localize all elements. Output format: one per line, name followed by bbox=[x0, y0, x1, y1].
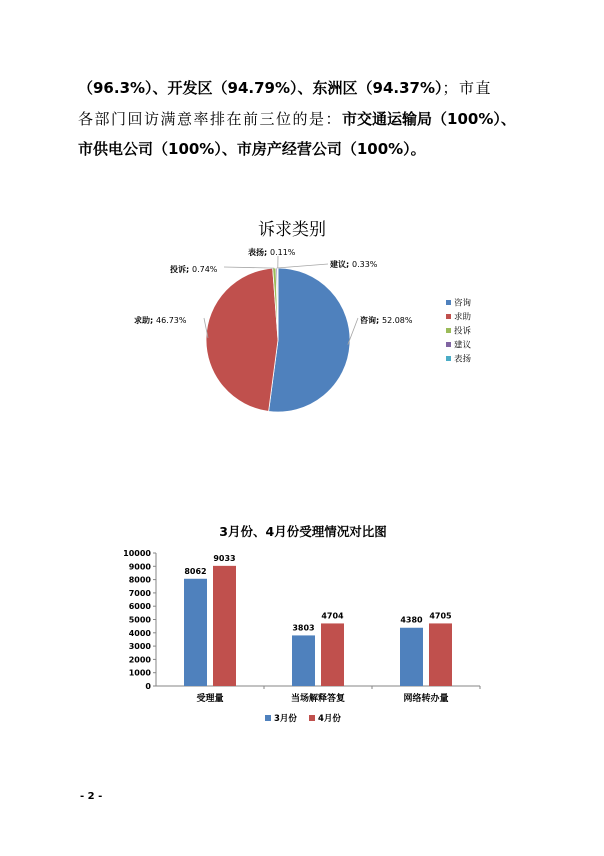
bar-2-1 bbox=[213, 566, 236, 686]
pie-legend-label: 表扬 bbox=[454, 354, 472, 365]
pie-leader-line-4 bbox=[277, 264, 328, 268]
bar-data-label: 4705 bbox=[429, 611, 452, 621]
bar-data-label: 9033 bbox=[213, 553, 236, 563]
pie-legend-swatch bbox=[446, 342, 451, 347]
bar-1-1 bbox=[184, 579, 207, 686]
text-run: （96.3%）、开发区（94.79%）、东洲区（94.37%） bbox=[78, 79, 443, 97]
bar-2-2 bbox=[321, 623, 344, 686]
bar-chart bbox=[118, 515, 488, 735]
pie-data-label-4: 建议; 0.33% bbox=[330, 260, 378, 269]
pie-legend-label: 咨询 bbox=[454, 298, 472, 309]
y-tick-label: 2000 bbox=[128, 655, 151, 665]
y-tick-label: 10000 bbox=[123, 549, 151, 558]
pie-legend-label: 求助 bbox=[454, 312, 472, 323]
y-tick-label: 6000 bbox=[128, 602, 151, 612]
y-tick-label: 9000 bbox=[128, 562, 151, 572]
pie-legend-label: 建议 bbox=[454, 340, 472, 351]
bar-2-3 bbox=[429, 623, 452, 686]
y-tick-label: 3000 bbox=[128, 642, 151, 652]
bar-legend-swatch bbox=[309, 715, 315, 721]
page-number: - 2 - bbox=[80, 791, 103, 802]
bar-legend-label: 3月份 bbox=[274, 714, 297, 724]
pie-data-label-5: 表扬; 0.11% bbox=[248, 248, 296, 257]
bar-data-label: 3803 bbox=[292, 623, 315, 633]
pie-legend-label: 投诉 bbox=[454, 326, 472, 337]
pie-slice-5 bbox=[278, 268, 279, 340]
pie-legend-swatch bbox=[446, 300, 451, 305]
bar-1-3 bbox=[400, 628, 423, 686]
pie-leader-line-3 bbox=[224, 267, 274, 268]
y-tick-label: 4000 bbox=[128, 628, 151, 638]
bar-1-2 bbox=[292, 635, 315, 686]
pie-chart-title: 诉求类别 bbox=[258, 220, 326, 240]
text-run: 市交通运输局（100%）、 bbox=[342, 110, 516, 128]
pie-data-label-3: 投诉; 0.74% bbox=[170, 265, 218, 274]
y-tick-label: 7000 bbox=[128, 588, 151, 598]
pie-legend-swatch bbox=[446, 356, 451, 361]
text-run: ；市直 bbox=[442, 79, 493, 97]
bar-legend-label: 4月份 bbox=[318, 714, 341, 724]
pie-legend-swatch bbox=[446, 314, 451, 319]
pie-chart bbox=[120, 210, 510, 425]
text-run: 各部门回访满意率排在前三位的是： bbox=[78, 110, 343, 128]
bar-data-label: 8062 bbox=[184, 566, 207, 576]
x-category-label: 网络转办量 bbox=[403, 694, 449, 704]
paragraph-line-1 bbox=[78, 73, 492, 104]
pie-slice-1 bbox=[269, 268, 350, 412]
y-tick-label: 8000 bbox=[128, 575, 151, 585]
y-tick-label: 5000 bbox=[128, 615, 151, 625]
text-run: 市供电公司（100%）、市房产经营公司（100%）。 bbox=[78, 140, 426, 158]
x-category-label: 受理量 bbox=[196, 694, 224, 704]
y-tick-label: 1000 bbox=[128, 668, 151, 678]
bar-data-label: 4380 bbox=[400, 615, 423, 625]
bar-chart-title: 3月份、4月份受理情况对比图 bbox=[219, 524, 387, 539]
bar-legend-swatch bbox=[265, 715, 271, 721]
x-category-label: 当场解释答复 bbox=[290, 694, 346, 704]
bar-data-label: 4704 bbox=[321, 611, 344, 621]
paragraph-line-2 bbox=[78, 104, 516, 135]
pie-data-label-1: 咨询; 52.08% bbox=[360, 316, 413, 325]
paragraph-line-3 bbox=[78, 134, 426, 165]
y-tick-label: 0 bbox=[145, 682, 151, 691]
pie-data-label-2: 求助; 46.73% bbox=[134, 316, 187, 325]
pie-slice-2 bbox=[206, 268, 278, 411]
pie-legend-swatch bbox=[446, 328, 451, 333]
